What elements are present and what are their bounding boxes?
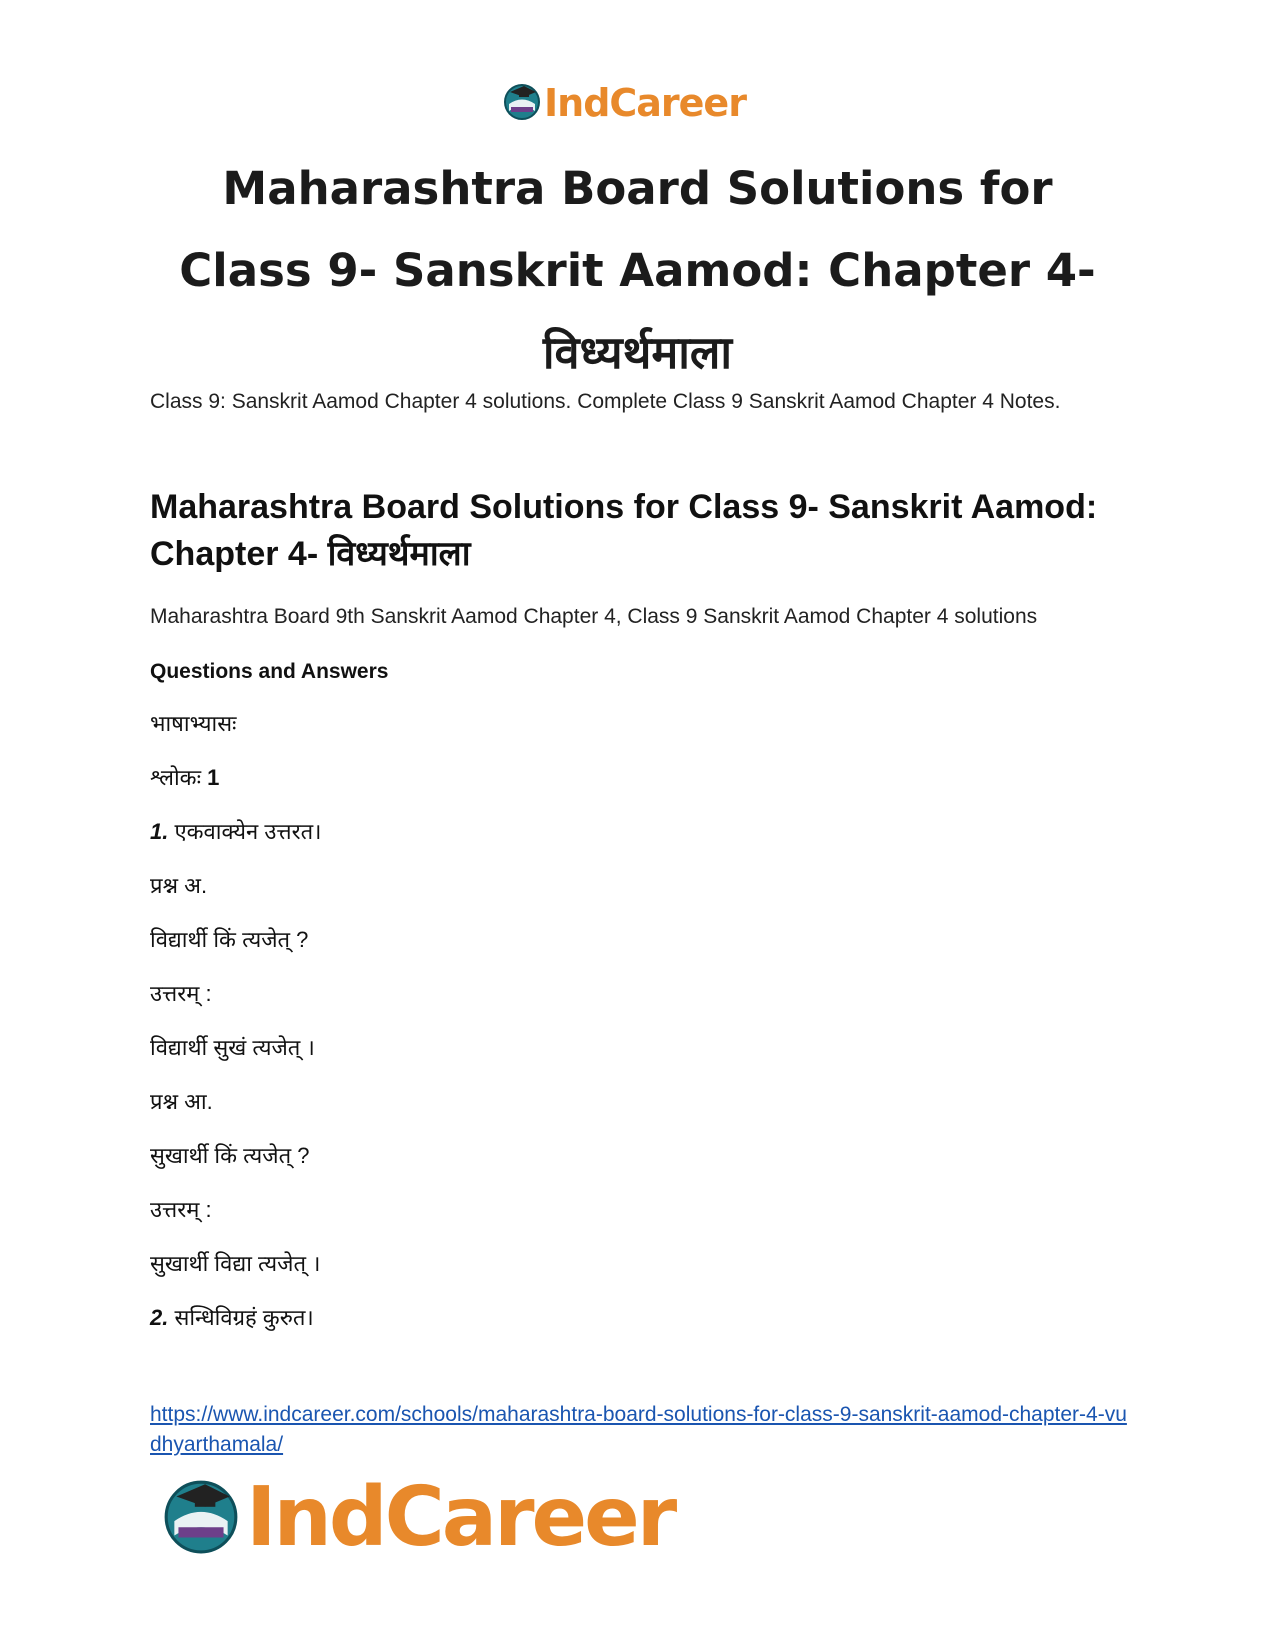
question-1 — [150, 816, 321, 846]
brand-logo-text: IndCareer — [544, 81, 746, 125]
question-2 — [150, 1302, 314, 1332]
shloka-heading — [150, 762, 219, 792]
prashna-aa-answer: सुखार्थी विद्या त्यजेत् । — [150, 1251, 321, 1276]
brand-logo-bottom — [160, 1469, 675, 1565]
prashna-a-question: विद्यार्थी किं त्यजेत् ? — [150, 927, 309, 952]
question-2-text: सन्धिविग्रहं कुरुत। — [174, 1305, 314, 1330]
section-subtitle: Maharashtra Board 9th Sanskrit Aamod Chapter 4, Class 9 Sanskrit Aamod Chapter 4 solutions — [150, 605, 1038, 628]
page-title: Maharashtra Board Solutions for Class 9- Sanskrit Aamod: Chapter 4- विध्यर्थमाला — [179, 162, 1096, 379]
brand-logo-top — [502, 80, 746, 126]
answer-label: उत्तरम् : — [150, 1197, 212, 1222]
prashna-a-label: प्रश्न अ. — [150, 873, 208, 898]
question-1-number: 1. — [150, 819, 169, 844]
bhasha-heading: भाषाभ्यासः — [150, 711, 237, 736]
brand-logo-text: IndCareer — [246, 1469, 675, 1565]
prashna-a-answer: विद्यार्थी सुखं त्यजेत् । — [150, 1035, 315, 1060]
section-title: Maharashtra Board Solutions for Class 9- Sanskrit Aamod: Chapter 4- विध्यर्थमाला — [150, 488, 1098, 573]
globe-cap-icon — [502, 81, 542, 126]
prashna-aa-label: प्रश्न आ. — [150, 1089, 213, 1114]
question-2-number: 2. — [150, 1305, 169, 1330]
prashna-aa-question: सुखार्थी किं त्यजेत् ? — [150, 1143, 310, 1168]
source-link[interactable]: https://www.indcareer.com/schools/maharashtra-board-solutions-for-class-9-sanskrit-aamod-chapter-4-vudhyarthamala/ — [150, 1403, 1127, 1456]
shloka-number: 1 — [207, 765, 220, 790]
question-1-text: एकवाक्येन उत्तरत। — [174, 819, 322, 844]
globe-cap-icon — [160, 1474, 242, 1561]
shloka-label: श्लोकः — [150, 765, 202, 790]
qa-heading: Questions and Answers — [150, 660, 389, 683]
answer-label: उत्तरम् : — [150, 981, 212, 1006]
intro-paragraph: Class 9: Sanskrit Aamod Chapter 4 solutions. Complete Class 9 Sanskrit Aamod Chapter 4 Notes. — [150, 390, 1061, 413]
